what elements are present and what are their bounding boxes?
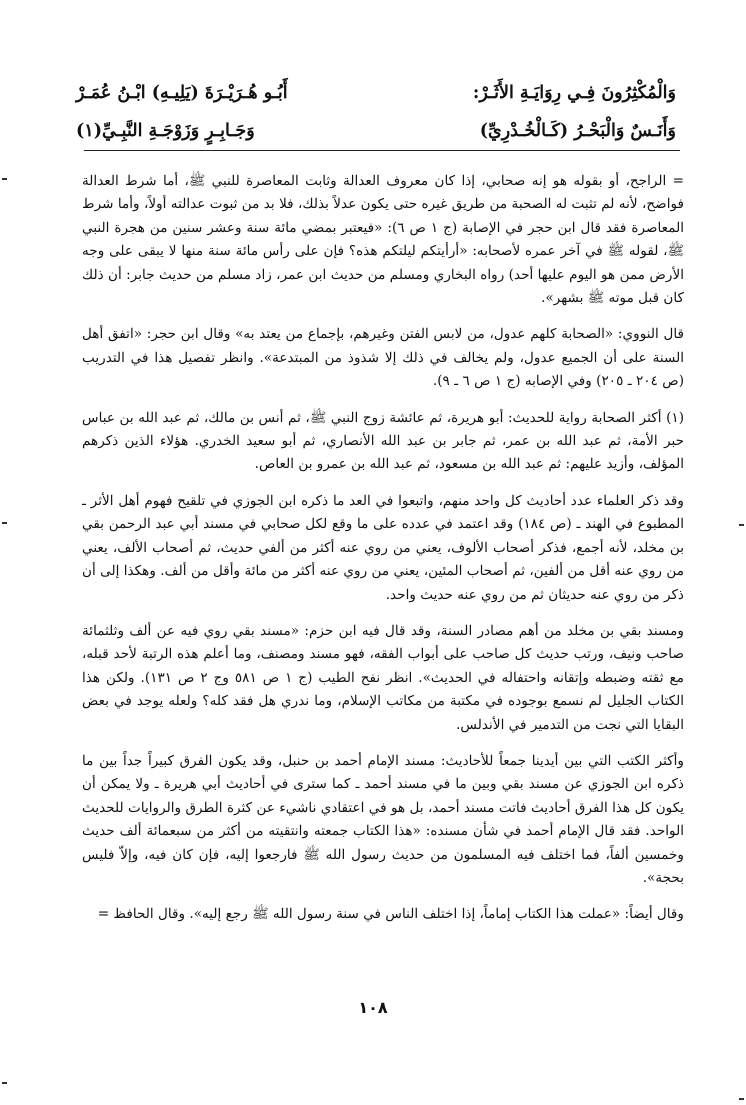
verse-hemistich-left-2: وَجَـابِـرٍ وَزَوْجَـةِ النَّبِـيِّ(١) xyxy=(76,121,255,141)
verse-hemistich-left-1: أَبُـو هُـرَيْـرَةَ (يَلِيـهِ) ابْـنُ عُمَـرْ xyxy=(76,83,288,103)
scan-margin-mark xyxy=(739,1098,744,1100)
footnote-paragraph: قال النووي: «الصحابة كلهم عدول، من لابس الفتن وغيرهم، بإجماع من يعتد به» وقال ابن حجر: «اتفق أهل السنة على أن الجميع عدول، ولم يخالف في ذلك إلا شذوذ من المبتدعة». وانظر تفصيل هذا في التدريب (ص ٢٠٤ ـ ٢٠٥) وفي الإصابه (ج ١ ص ٦ ـ ٩). xyxy=(82,326,684,390)
verse-line-2 xyxy=(76,112,676,150)
footnote-paragraph: = الراجح، أو بقوله هو إنه صحابي، إذا كان معروف العدالة وثابت المعاصرة للنبي ﷺ، أما شرط العدالة فواضح، لأنه لم تثبت له الصحبة من طريق غيره حتى يكون عدلاً بذلك، فلا بد من ثبوت عدالته أولاً، وأما شرط المعاصرة فقد قال ابن حجر في الإصابة (ج ١ ص ٦): «فيعتبر بمضي مائة سنة وعشر سنين من هجرة النبي ﷺ، لقوله ﷺ في آخر عمره لأصحابه: «أرأيتكم ليلتكم هذه؟ فإن على رأس مائة سنة منها لا يبقى على وجه الأرض ممن هو اليوم عليها أحد) رواه البخاري ومسلم من حديث ابن عمر، زاد مسلم من حديث جابر: أن ذلك كان قبل موته ﷺ بشهر». xyxy=(82,173,684,307)
footnote-paragraph: وأكثر الكتب التي بين أيدينا جمعاً للأحاديث: مسند الإمام أحمد بن حنبل، وقد يكون الفرق كبيراً جداً بين ما ذكره ابن الجوزي عن مسند بقي وبين ما في مسند أحمد ـ كما سترى في أحاديث أبي هريرة ـ ولا يمكن أن يكون كل هذا الفرق أحاديث فاتت مسند أحمد، بل هو في اعتقادي ناشيء عن كثرة الطرق والروايات للحديث الواحد. فقد قال الإمام أحمد في شأن مسنده: «هذا الكتاب جمعته وانتقيته من أكثر من سبعمائة ألف حديث وخمسين ألفاً، فما اختلف فيه المسلمون من حديث رسول الله ﷺ فارجعوا إليه، فإن كان فيه، وإلاّ فليس بحجة». xyxy=(82,752,684,886)
footnote-paragraph: (١) أكثر الصحابة رواية للحديث: أبو هريرة، ثم عائشة زوج النبي ﷺ، ثم أنس بن مالك، ثم عبد الله بن عباس حبر الأمة، ثم عبد الله بن عمر، ثم جابر بن عبد الله الأنصاري، ثم أبو سعيد الخدري. هؤلاء الذين ذكرهم المؤلف، وأزيد عليهم: ثم عبد الله بن مسعود، ثم عبد الله بن عمرو بن العاص. xyxy=(82,409,684,473)
scan-margin-mark xyxy=(2,522,7,524)
footnote-separator xyxy=(84,150,680,151)
page-number: ١٠٨ xyxy=(358,998,388,1017)
footnote-paragraph: ومسند بقي بن مخلد من أهم مصادر السنة، وقد قال فيه ابن حزم: «مسند بقي روي فيه عن ألف وثلثمائة صاحب ونيف، ورتب حديث كل صاحب على أبواب الفقه، فهو مسند ومصنف، وما أعلم هذه الرتبة لأحد قبله، مع ثقته وضبطه وإتقانه واحتفاله في الحديث». انظر نفح الطيب (ج ١ ص ٥٨١ وج ٢ ص ١٣١). ولكن هذا الكتاب الجليل لم نسمع بوجوده في مكتبة من مكاتب الإسلام، وما ندري هل فقد كله؟ ولعله يوجد في بعض البقايا التي نجت من التدمير في الأندلس. xyxy=(82,622,684,733)
verse-line-1 xyxy=(76,74,676,112)
verse-hemistich-right-1: وَالْمُكْثِرُونَ فِـي رِوَايَـةِ الأَثَـرْ: xyxy=(472,83,676,103)
scan-margin-mark xyxy=(739,524,744,526)
scan-margin-mark xyxy=(2,178,7,180)
footnote-paragraph: وقد ذكر العلماء عدد أحاديث كل واحد منهم، واتبعوا في العد ما ذكره ابن الجوزي في تلقيح فهوم أهل الأثر ـ المطبوع في الهند ـ (ص ١٨٤) وقد اعتمد في عدده على ما وقع لكل صحابي في مسند أبي عبد الرحمن بقي بن مخلد، لأنه أجمع، فذكر أصحاب الألوف، يعني من روي عنه أكثر من ألفي حديث، ثم أصحاب الألف، يعني من روي عنه أقل من ألفين، ثم أصحاب المئين، يعني من روي عنه أكثر من مائة وأقل من ألف. وهكذا إلى أن ذكر من روي عنه حديثان ثم من روي عنه حديث واحد. xyxy=(82,492,684,603)
verse-hemistich-right-2: وَأَنَـسٌ وَالْبَحْـرُ (كَـالْخُـدْرِيِّ) xyxy=(479,121,676,141)
scan-margin-mark xyxy=(2,1082,7,1084)
footnote-paragraph: وقال أيضاً: «عملت هذا الكتاب إماماً، إذا اختلف الناس في سنة رسول الله ﷺ رجع إليه». وقال الحافظ = xyxy=(97,906,684,923)
verse-block xyxy=(76,74,676,150)
footnotes xyxy=(82,170,684,927)
